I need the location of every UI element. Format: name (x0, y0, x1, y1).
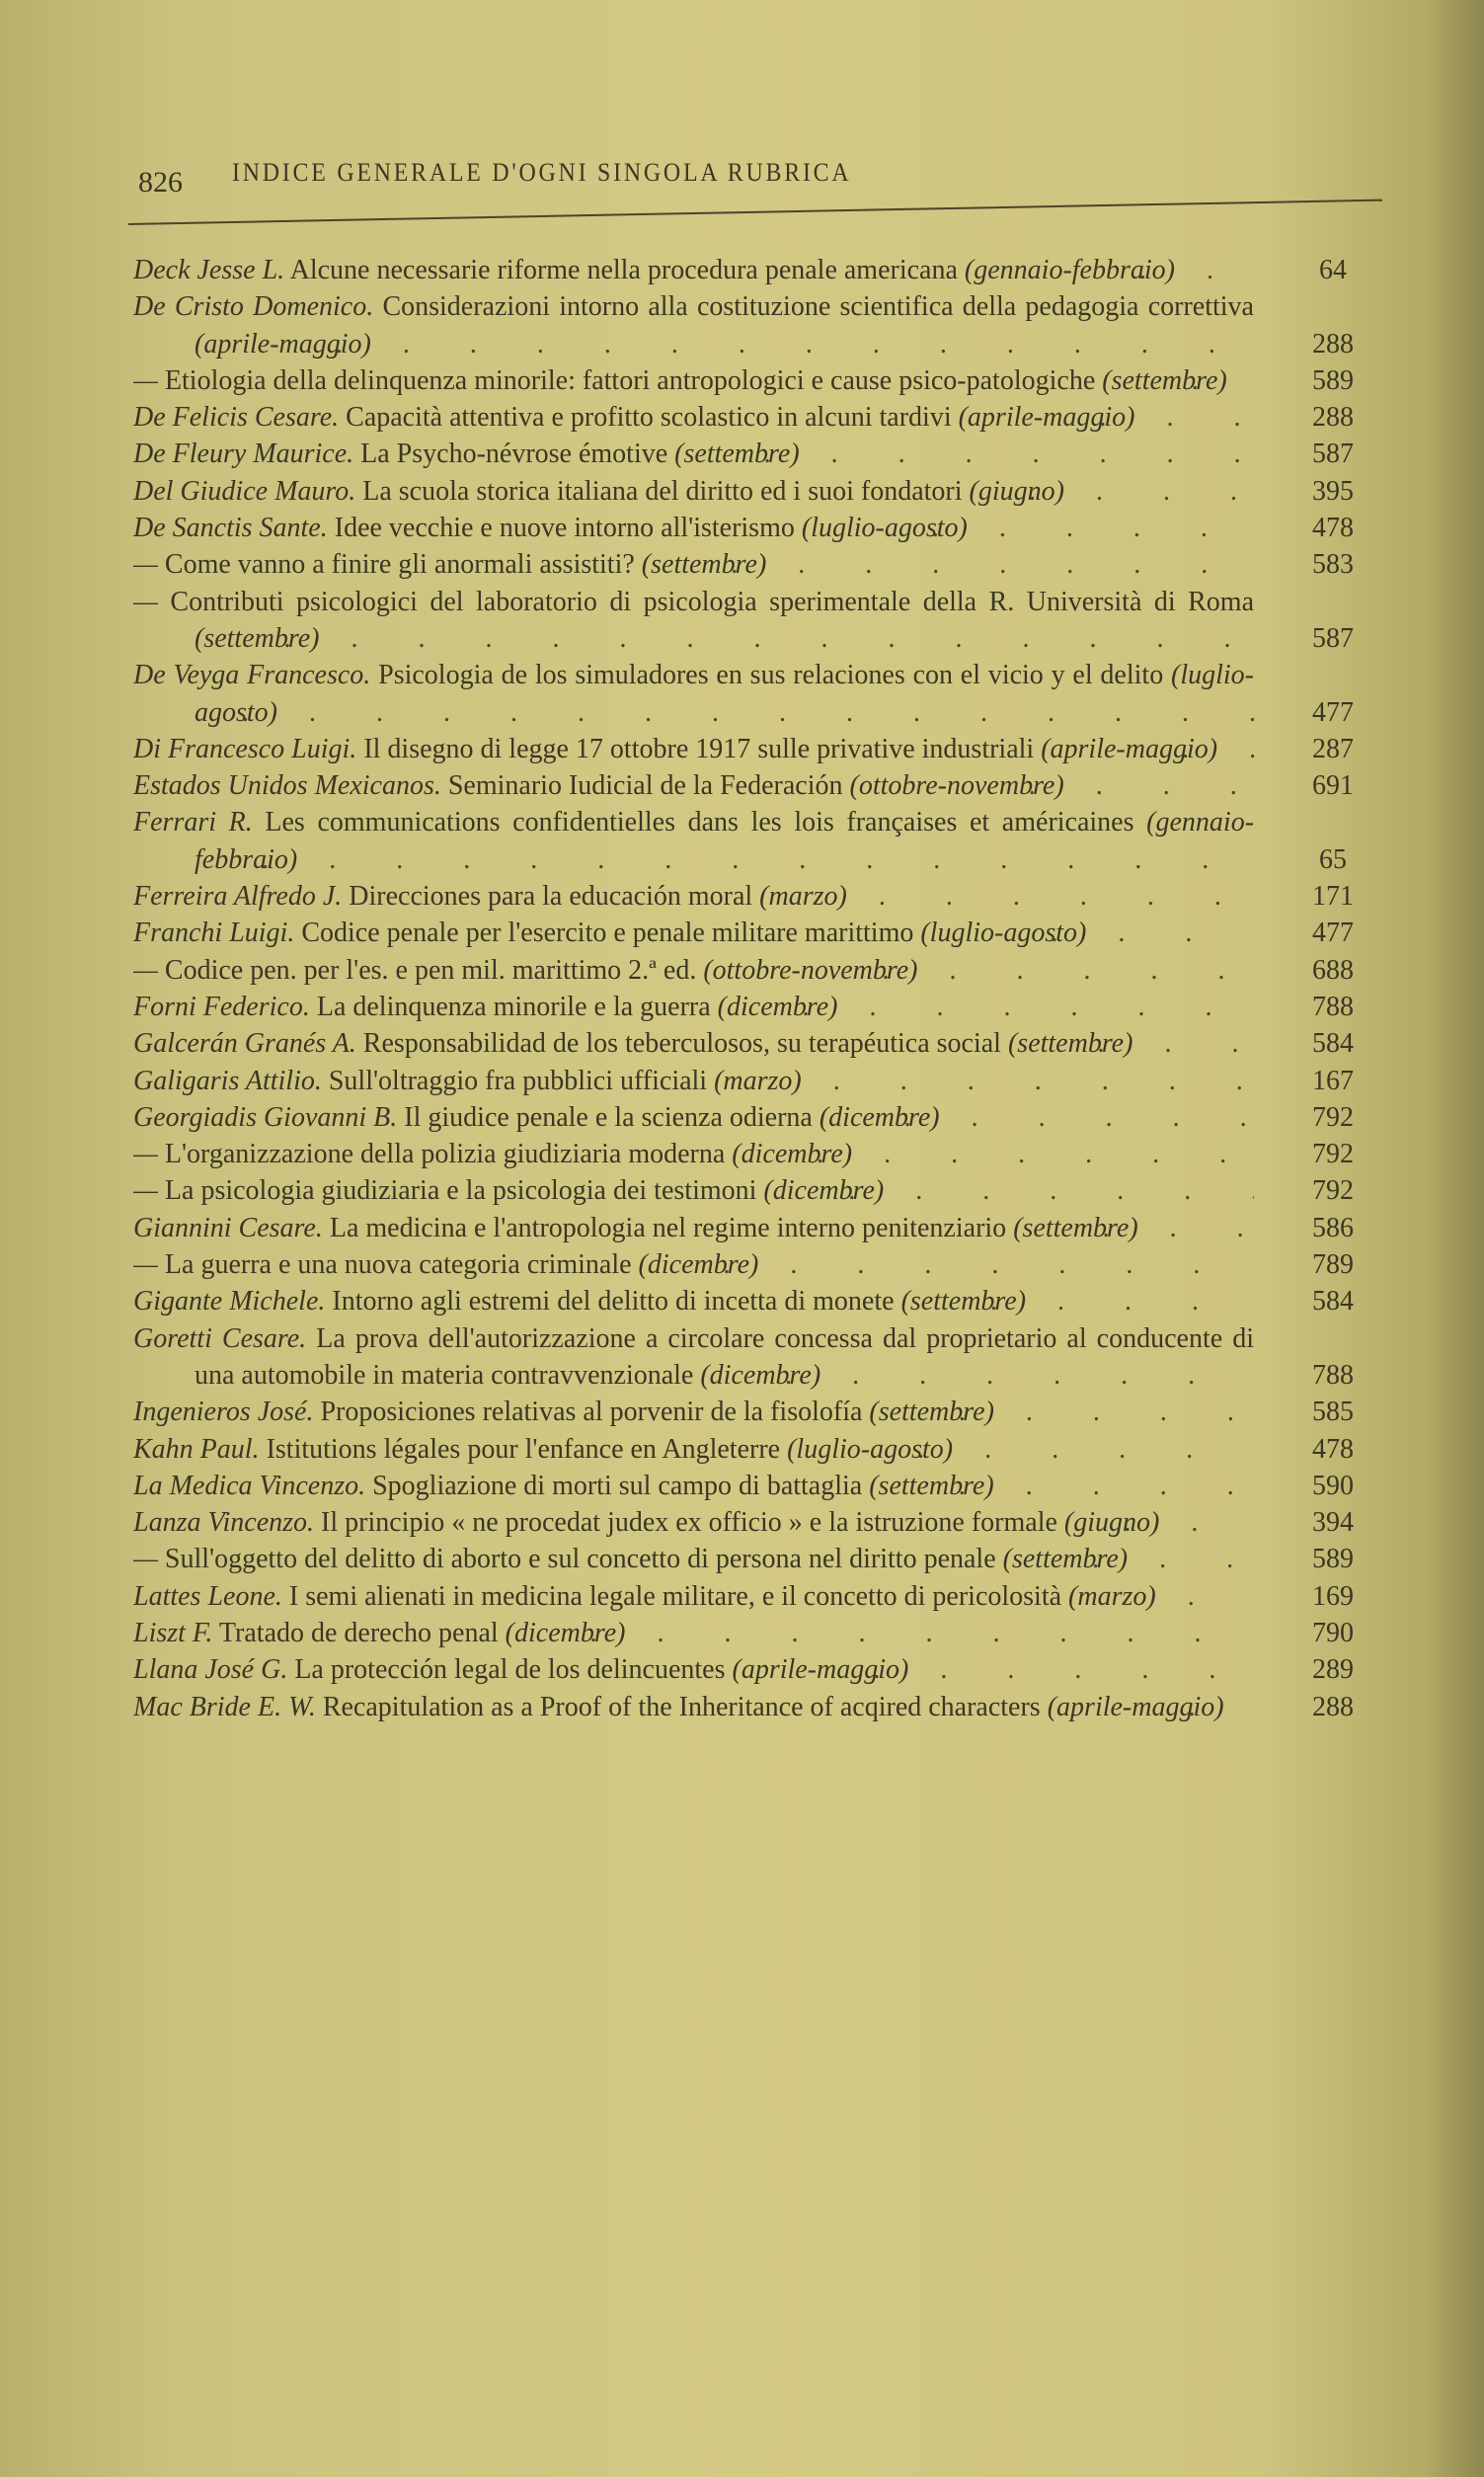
entry-author: Ingenieros José. (133, 1397, 314, 1428)
entry-page: 584 (1312, 1028, 1354, 1060)
index-entry (133, 731, 1377, 767)
index-entry (133, 1689, 1377, 1725)
entry-date: (aprile-maggio) (958, 402, 1135, 434)
entry-page: 287 (1312, 733, 1354, 764)
entry-text (133, 1651, 1254, 1688)
index-entry (133, 1283, 1377, 1319)
entry-author: Forni Federico. (133, 991, 310, 1022)
entry-author: Gigante Michele. (133, 1286, 326, 1318)
entry-title: I semi alienati in medicina legale militare, e il concetto di pericolosità (288, 1580, 1062, 1612)
index-entry (133, 915, 1377, 951)
entry-date: (settembre) (1007, 1028, 1133, 1060)
entry-text (133, 473, 1254, 510)
index-entry (133, 1651, 1377, 1688)
entry-page: 288 (1312, 1691, 1354, 1722)
entry-text (133, 1172, 1254, 1209)
entry-date: (giugno) (1063, 1507, 1160, 1539)
entry-page: 789 (1312, 1249, 1354, 1281)
entry-title: Spogliazione di morti sul campo di battaglia (372, 1470, 863, 1501)
running-title: INDICE GENERALE D'OGNI SINGOLA RUBRICA (232, 158, 852, 187)
index-entry (133, 473, 1377, 510)
index-entry (133, 1578, 1377, 1615)
entry-title: Contributi psicologici del laboratorio di psicologia sperimentale della R. Università di Roma (170, 586, 1254, 617)
entry-page: 583 (1312, 549, 1354, 581)
entry-title: Sull'oltraggio fra pubblici ufficiali (328, 1065, 708, 1096)
entry-title: Il principio « ne procedat judex ex officio » e la istruzione formale (321, 1507, 1057, 1539)
entry-author: De Sanctis Sante. (133, 513, 328, 544)
entry-author: Lattes Leone. (133, 1580, 282, 1612)
entry-page: 587 (1312, 622, 1354, 654)
entry-text (133, 952, 1254, 989)
entry-page: 394 (1312, 1507, 1354, 1539)
entry-text (133, 1063, 1254, 1099)
entry-date: (settembre) (1002, 1544, 1129, 1575)
entry-text (133, 1246, 1254, 1283)
entry-title: La scuola storica italiana del diritto ed i suoi fondatori (362, 475, 963, 507)
entry-page: 477 (1312, 918, 1354, 949)
entry-text (133, 546, 1254, 583)
entry-page: 477 (1312, 696, 1354, 728)
entry-title: Proposiciones relativas al porvenir de la fisolofía (320, 1397, 863, 1428)
entry-text (133, 1578, 1254, 1615)
entry-page: 589 (1312, 1544, 1354, 1575)
index-entry (133, 1394, 1377, 1430)
entry-author: Galcerán Granés A. (133, 1028, 356, 1060)
entry-page: 790 (1312, 1617, 1354, 1648)
entry-text (133, 1541, 1254, 1577)
entry-title: Intorno agli estremi del delitto di incetta di monete (332, 1286, 895, 1318)
entry-date: (dicembre) (717, 991, 838, 1022)
entry-date: (dicembre) (638, 1249, 759, 1281)
index-entry (133, 1210, 1377, 1246)
entry-date: (settembre) (1102, 364, 1227, 396)
index-entry (133, 584, 1377, 658)
index-entry (133, 362, 1377, 399)
entry-date: (aprile-maggio) (1047, 1691, 1224, 1722)
entry-text (133, 804, 1254, 878)
index-entry (133, 878, 1377, 915)
entry-page: 585 (1312, 1397, 1354, 1428)
entry-text (133, 436, 1254, 472)
entry-date: (luglio-agosto) (195, 660, 1254, 728)
entry-author: Lanza Vincenzo. (133, 1507, 315, 1539)
header-rule (128, 200, 1382, 225)
entry-title: La Psycho-névrose émotive (360, 439, 668, 470)
entry-date: (dicembre) (819, 1101, 940, 1133)
index-entry (133, 399, 1377, 436)
index-entry (133, 1099, 1377, 1136)
index-entry (133, 1246, 1377, 1283)
entry-text (133, 731, 1254, 767)
entry-title: Sull'oggetto del delitto di aborto e sul concetto di persona nel diritto penale (164, 1544, 996, 1575)
entry-author: De Fleury Maurice. (133, 439, 354, 470)
entry-author: Liszt F. (133, 1617, 213, 1648)
entry-page: 587 (1312, 439, 1354, 470)
entry-date: (luglio-agosto) (801, 513, 968, 544)
entry-date: (settembre) (900, 1286, 1027, 1318)
entry-text (133, 767, 1254, 804)
entry-date: (dicembre) (700, 1359, 821, 1391)
index-entry (133, 1136, 1377, 1172)
entry-page: 792 (1312, 1175, 1354, 1207)
entry-author: Estados Unidos Mexicanos. (133, 770, 441, 802)
entry-title: Responsabilidad de los teberculosos, su terapéutica social (362, 1028, 1001, 1060)
entry-author: La Medica Vincenzo. (133, 1470, 366, 1501)
entry-text (133, 915, 1254, 951)
entry-date: (gennaio-febbraio) (964, 255, 1175, 285)
index-entry (133, 952, 1377, 989)
entry-date: (settembre) (674, 439, 800, 470)
entry-date: (settembre) (641, 549, 767, 581)
entry-page: 691 (1312, 770, 1354, 802)
entry-title: Idee vecchie e nuove intorno all'isterismo (334, 513, 795, 544)
entry-author: — (133, 1175, 158, 1207)
entry-author: — (133, 364, 158, 396)
entry-author: Georgiadis Giovanni B. (133, 1101, 398, 1133)
entry-title: Istitutions légales pour l'enfance en Angleterre (266, 1433, 781, 1465)
entry-title: Alcune necessarie riforme nella procedura penale americana (289, 255, 958, 285)
entry-date: (luglio-agosto) (920, 918, 1087, 949)
entry-text (133, 362, 1254, 399)
index-entry (133, 804, 1377, 878)
page-number: 826 (138, 166, 183, 199)
entry-text (133, 1615, 1254, 1651)
entry-text (133, 1136, 1254, 1172)
index-entry (133, 1504, 1377, 1541)
entry-author: De Cristo Domenico. (133, 291, 374, 323)
entry-title: Codice pen. per l'es. e pen mil. marittimo 2.ª ed. (164, 954, 697, 986)
entry-author: Goretti Cesare. (133, 1322, 307, 1354)
entry-date: (settembre) (869, 1397, 994, 1428)
entry-title: La protección legal de los delincuentes (294, 1654, 726, 1686)
index-entry (133, 510, 1377, 546)
entry-page: 169 (1312, 1580, 1354, 1612)
entry-title: Seminario Iudicial de la Federación (447, 770, 843, 802)
entry-title: L'organizzazione della polizia giudiziaria moderna (164, 1139, 726, 1170)
entry-text (133, 878, 1254, 915)
entry-page: 788 (1312, 991, 1354, 1022)
index-entry (133, 989, 1377, 1025)
entry-page: 167 (1312, 1065, 1354, 1096)
entry-author: Ferrari R. (133, 807, 253, 839)
entry-title: Come vanno a finire gli anormali assistiti? (164, 549, 635, 581)
entry-date: (settembre) (195, 622, 320, 654)
entry-author: — (133, 1139, 158, 1170)
entry-text (133, 1468, 1254, 1504)
index-list (133, 252, 1377, 1725)
entry-author: De Veyga Francesco. (133, 660, 371, 691)
entry-date: (dicembre) (763, 1175, 885, 1207)
entry-page: 65 (1319, 843, 1347, 875)
entry-date: (giugno) (969, 475, 1064, 507)
entry-page: 688 (1312, 954, 1354, 986)
entry-date: (aprile-maggio) (1041, 733, 1218, 764)
entry-date: (aprile-maggio) (195, 328, 371, 360)
entry-author: Giannini Cesare. (133, 1212, 323, 1243)
index-entry (133, 1468, 1377, 1504)
entry-text (133, 1210, 1254, 1246)
entry-text (133, 657, 1254, 731)
entry-date: (ottobre-novembre) (849, 770, 1064, 802)
index-entry (133, 1025, 1377, 1062)
entry-text (133, 1099, 1254, 1136)
entry-title: Capacità attentiva e profitto scolastico in alcuni tardivi (346, 402, 952, 434)
entry-page: 289 (1312, 1654, 1354, 1686)
entry-title: La guerra e una nuova categoria criminale (164, 1249, 632, 1281)
entry-title: Tratado de derecho penal (218, 1617, 499, 1648)
entry-page: 288 (1312, 402, 1354, 434)
entry-date: (marzo) (1068, 1580, 1156, 1612)
entry-author: Ferreira Alfredo J. (133, 881, 343, 913)
entry-title: Codice penale per l'esercito e penale militare marittimo (301, 918, 914, 949)
entry-date: (dicembre) (505, 1617, 626, 1648)
entry-text (133, 288, 1254, 362)
entry-author: Deck Jesse L. (133, 255, 285, 285)
index-entry (133, 1431, 1377, 1468)
entry-author: — (133, 954, 158, 986)
index-entry (133, 288, 1377, 362)
entry-date: (aprile-maggio) (732, 1654, 909, 1686)
entry-text (133, 510, 1254, 546)
entry-page: 788 (1312, 1359, 1354, 1391)
index-entry (133, 1063, 1377, 1099)
entry-date: (settembre) (869, 1470, 994, 1501)
entry-page: 584 (1312, 1286, 1354, 1318)
entry-date: (settembre) (1013, 1212, 1138, 1243)
entry-title: La delinquenza minorile e la guerra (316, 991, 711, 1022)
entry-author: — (133, 1544, 158, 1575)
index-entry (133, 546, 1377, 583)
index-entry (133, 767, 1377, 804)
index-entry (133, 1320, 1377, 1395)
entry-title: Il giudice penale e la scienza odierna (404, 1101, 813, 1133)
entry-text (133, 1504, 1254, 1541)
index-entry (133, 657, 1377, 731)
entry-text (133, 584, 1254, 658)
entry-page: 792 (1312, 1101, 1354, 1133)
running-header (138, 158, 1372, 198)
entry-author: Di Francesco Luigi. (133, 733, 357, 764)
index-entry (133, 436, 1377, 472)
entry-text (133, 1320, 1254, 1395)
entry-page: 395 (1312, 475, 1354, 507)
entry-title: Il disegno di legge 17 ottobre 1917 sulle privative industriali (363, 733, 1035, 764)
index-entry (133, 1615, 1377, 1651)
entry-page: 478 (1312, 1433, 1354, 1465)
entry-page: 478 (1312, 513, 1354, 544)
entry-date: (gennaio-febbraio) (195, 807, 1254, 875)
entry-author: — (133, 1249, 158, 1281)
entry-author: Del Giudice Mauro. (133, 475, 356, 507)
entry-date: (marzo) (759, 881, 847, 913)
entry-page: 589 (1312, 364, 1354, 396)
entry-text (133, 1394, 1254, 1430)
entry-date: (dicembre) (732, 1139, 853, 1170)
index-entry (133, 1172, 1377, 1209)
entry-title: Considerazioni intorno alla costituzione scientifica della pedagogia correttiva (382, 291, 1254, 323)
entry-date: (marzo) (714, 1065, 802, 1096)
index-entry (133, 252, 1377, 288)
entry-page: 590 (1312, 1470, 1354, 1501)
entry-date: (luglio-agosto) (787, 1433, 954, 1465)
entry-title: Direcciones para la educación moral (349, 881, 753, 913)
entry-title: Psicologia de los simuladores en sus relaciones con el vicio y el delito (378, 660, 1164, 691)
entry-page: 64 (1319, 255, 1347, 285)
entry-text (133, 1689, 1254, 1725)
entry-date: (ottobre-novembre) (703, 954, 918, 986)
entry-author: — (133, 586, 158, 617)
entry-title: La prova dell'autorizzazione a circolare concessa dal proprietario al conducente di una automobile in materia contravvenzionale (195, 1322, 1254, 1391)
entry-title: La psicologia giudiziaria e la psicologia dei testimoni (164, 1175, 757, 1207)
entry-page: 792 (1312, 1139, 1354, 1170)
entry-title: Etiologia della delinquenza minorile: fattori antropologici e cause psico-patologiche (164, 364, 1096, 396)
entry-author: Mac Bride E. W. (133, 1691, 316, 1722)
entry-page: 288 (1312, 328, 1354, 360)
entry-text (133, 399, 1254, 436)
entry-title: La medicina e l'antropologia nel regime interno penitenziario (329, 1212, 1007, 1243)
entry-text (133, 1283, 1254, 1319)
entry-author: Franchi Luigi. (133, 918, 295, 949)
entry-author: De Felicis Cesare. (133, 402, 340, 434)
entry-text (133, 1025, 1254, 1062)
entry-page: 586 (1312, 1212, 1354, 1243)
entry-title: Recapitulation as a Proof of the Inheritance of acqired characters (322, 1691, 1041, 1722)
entry-text (133, 252, 1254, 288)
entry-author: Galigaris Attilio. (133, 1065, 322, 1096)
entry-text (133, 1431, 1254, 1468)
entry-author: Llana José G. (133, 1654, 288, 1686)
entry-page: 171 (1312, 881, 1354, 913)
entry-author: — (133, 549, 158, 581)
index-entry (133, 1541, 1377, 1577)
entry-title: Les communications confidentielles dans les lois françaises et américaines (265, 807, 1134, 839)
entry-text (133, 989, 1254, 1025)
entry-author: Kahn Paul. (133, 1433, 260, 1465)
